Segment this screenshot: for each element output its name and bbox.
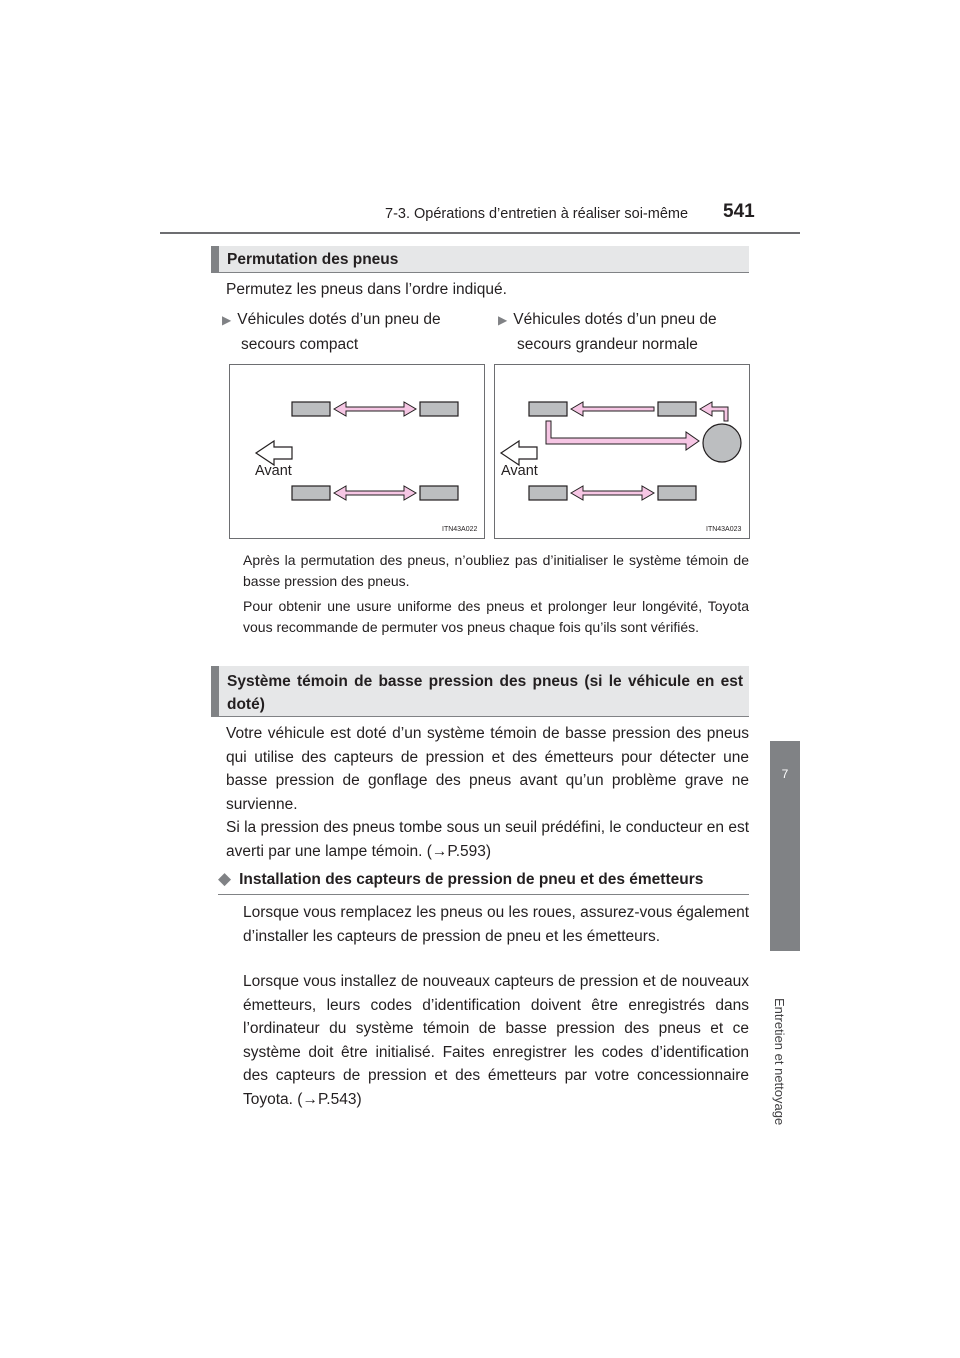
subsection-title-installation: ◆ Installation des capteurs de pression de pneu et des émetteurs (218, 869, 704, 888)
tire-front-left (529, 402, 567, 416)
rotation-diagram-fullsize (495, 365, 749, 538)
front-label: Avant (501, 463, 538, 479)
section-rule (211, 716, 749, 717)
chapter-tab-number: 7 (781, 767, 789, 781)
option-compact-spare: ▶ Véhicules dotés d’un pneu de secours compact (222, 311, 441, 353)
double-arrow-icon (334, 402, 416, 416)
left-arrow-icon (571, 402, 654, 416)
tire-rear-left (529, 486, 567, 500)
tpms-warning-info: Si la pression des pneus tombe sous un seuil prédéfini, le conducteur en est averti par une lampe témoin. (→P.593) (226, 819, 750, 860)
section-intro: Permutez les pneus dans l’ordre indiqué. (226, 281, 507, 298)
front-label: Avant (255, 463, 292, 479)
rear-to-spare-arrow-icon (546, 421, 699, 450)
running-header: 7-3. Opérations d’entretien à réaliser soi-même (385, 206, 689, 222)
tire-front-right (420, 402, 458, 416)
triangle-bullet-icon: ▶ (222, 313, 232, 327)
section-title-permutation: Permutation des pneus (211, 246, 749, 272)
tire-rear-left (292, 486, 330, 500)
section-title-tpms: Système témoin de basse pression des pneus (si le véhicule en est doté) (211, 666, 749, 716)
spare-tire (703, 424, 741, 462)
triangle-bullet-icon: ▶ (498, 313, 508, 327)
option-fullsize-spare: ▶ Véhicules dotés d’un pneu de secours grandeur normale (498, 311, 717, 353)
figure-code: ITN43A023 (706, 526, 742, 533)
section-rule (211, 272, 749, 273)
page-number: 541 (723, 201, 755, 222)
double-arrow-icon (334, 486, 416, 500)
subsection-rule (218, 894, 749, 895)
registration-note: Lorsque vous installez de nouveaux capteurs de pression et de nouveaux émetteurs, leurs codes d’identification doivent être enregistrés dans l’ordinateur du système témoin de basse pression des pneus et ce système doit être initialisé. Faites enregistrer les codes d’identification des capteurs de pression et des émetteurs par votre concessionnaire Toyota. (→P.543) (243, 973, 749, 1108)
tire-rear-right (658, 486, 696, 500)
note-initialize: Après la permutation des pneus, n’oubliez pas d’initialiser le système témoin de basse pression des pneus. (243, 552, 749, 589)
tpms-description: Votre véhicule est doté d’un système témoin de basse pression des pneus qui utilise des capteurs de pression et des émetteurs pour détecter une basse pression de gonflage des pneus avant qu’un problème grave ne survienne. (226, 725, 749, 813)
diamond-bullet-icon: ◆ (218, 869, 232, 888)
diagram-fullsize-spare (494, 364, 750, 539)
tire-rear-right (420, 486, 458, 500)
note-rotation-advice: Pour obtenir une usure uniforme des pneus et prolonger leur longévité, Toyota vous recommande de permuter vos pneus chaque fois qu’ils sont vérifiés. (243, 598, 749, 635)
diagram-compact-spare (229, 364, 485, 539)
spare-to-front-arrow-icon (700, 402, 728, 421)
tire-front-left (292, 402, 330, 416)
rotation-diagram-compact (230, 365, 484, 538)
chapter-tab-label: Entretien et nettoyage (772, 998, 787, 1126)
header-rule (160, 232, 800, 234)
double-arrow-icon (571, 486, 654, 500)
installation-note: Lorsque vous remplacez les pneus ou les roues, assurez-vous également d’installer les capteurs de pression de pneu et les émetteurs. (243, 904, 749, 945)
front-direction-arrow-icon (256, 441, 292, 465)
figure-code: ITN43A022 (442, 526, 478, 533)
front-direction-arrow-icon (501, 441, 537, 465)
tire-front-right (658, 402, 696, 416)
